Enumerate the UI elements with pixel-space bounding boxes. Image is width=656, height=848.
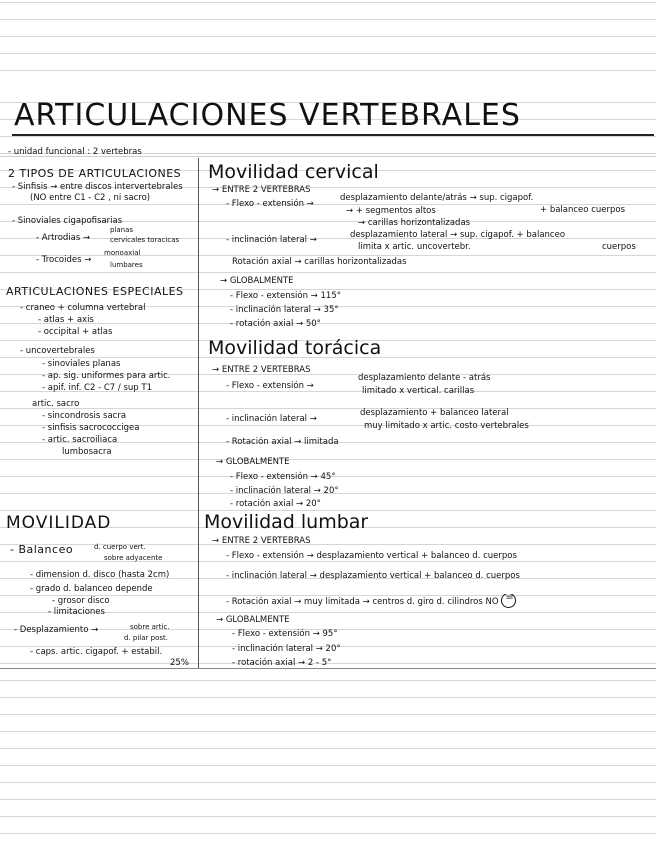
note-trocoides-b: lumbares: [110, 261, 143, 269]
note-grosor: - grosor disco: [52, 596, 110, 606]
title-underline: [12, 134, 654, 136]
heading-tipos: 2 TIPOS DE ARTICULACIONES: [8, 167, 182, 180]
note-trocoides: - Trocoides →: [36, 255, 92, 265]
note-ap-sig: - ap. sig. uniformes para artic.: [42, 371, 171, 381]
cervical-flexo-b: + balanceo cuerpos: [540, 205, 625, 215]
note-artrodias-b: cervicales toracicas: [110, 236, 180, 244]
toracica-global-flexo: - Flexo - extensión → 45°: [230, 472, 336, 482]
note-sacroiliaca: - artic. sacroiliaca: [42, 435, 118, 445]
note-artrodias: - Artrodias →: [36, 233, 91, 243]
lumbar-inclinacion: - inclinación lateral → desplazamiento vertical + balanceo d. cuerpos: [226, 571, 520, 581]
lumbar-global-inclinacion: - inclinación lateral → 20°: [232, 644, 341, 654]
cervical-flexo-a: desplazamiento delante/atrás → sup. cigapof.: [340, 193, 534, 203]
note-apif: - apif. inf. C2 - C7 / sup T1: [42, 383, 152, 393]
lumbar-rotacion: [226, 594, 516, 609]
lumbar-flexo: - Flexo - extensión → desplazamiento vertical + balanceo d. cuerpos: [226, 551, 517, 561]
note-desplazamiento-b: d. pilar post.: [124, 634, 168, 642]
toracica-flexo-b: limitado x vertical. carillas: [362, 386, 475, 396]
cervical-inclinacion-b: limita x artic. uncovertebr.: [358, 242, 471, 252]
cervical-flexo-c: → + segmentos altos: [346, 206, 436, 216]
lumbar-globalmente: → GLOBALMENTE: [216, 615, 290, 625]
cervical-entre: → ENTRE 2 VERTEBRAS: [212, 185, 311, 195]
note-craneo: - craneo + columna vertebral: [20, 303, 146, 313]
note-balanceo-b: sobre adyacente: [104, 554, 163, 562]
cervical-inclinacion-c: cuerpos: [602, 242, 636, 252]
note-balanceo-a: d. cuerpo vert.: [94, 543, 146, 551]
column-divider: [198, 158, 199, 668]
toracica-global-rotacion: - rotación axial → 20°: [230, 499, 321, 509]
toracica-inclinacion: - inclinación lateral →: [226, 414, 317, 424]
note-atlas-axis: - atlas + axis: [38, 315, 94, 325]
cervical-global-rotacion: - rotación axial → 50°: [230, 319, 321, 329]
toracica-inclinacion-a: desplazamiento + balanceo lateral: [360, 408, 509, 418]
note-artic-sacro: artic. sacro: [32, 399, 80, 409]
heading-cervical: Movilidad cervical: [208, 161, 379, 183]
note-sinov-planas: - sinoviales planas: [42, 359, 121, 369]
lumbar-entre: → ENTRE 2 VERTEBRAS: [212, 536, 311, 546]
note-sinoviales: - Sinoviales cigapofisarias: [12, 216, 123, 226]
note-limitaciones: - limitaciones: [48, 607, 105, 617]
note-balanceo: - Balanceo: [10, 543, 74, 556]
toracica-rotacion: - Rotación axial → limitada: [226, 437, 339, 447]
lumbar-rotacion-text: - Rotación axial → muy limitada → centros d. giro d. cilindros NO: [226, 597, 499, 607]
note-caps: - caps. artic. cigapof. + estabil.: [30, 647, 163, 657]
note-sinfisis: - Sinfisis → entre discos intervertebrales: [12, 182, 183, 192]
note-grado: - grado d. balanceo depende: [30, 584, 153, 594]
toracica-entre: → ENTRE 2 VERTEBRAS: [212, 365, 311, 375]
heading-especiales: ARTICULACIONES ESPECIALES: [6, 285, 184, 298]
note-occipital: - occipital + atlas: [38, 327, 113, 337]
note-trocoides-a: monoaxial: [104, 249, 141, 257]
lumbar-global-rotacion: - rotación axial → 2 - 5°: [232, 658, 332, 668]
cervical-inclinacion: - inclinación lateral →: [226, 235, 317, 245]
note-dimension: - dimension d. disco (hasta 2cm): [30, 570, 170, 580]
toracica-flexo-a: desplazamiento delante - atrás: [358, 373, 491, 383]
note-unidad: - unidad funcional : 2 vertebras: [8, 147, 142, 157]
note-sinfisis-sub: (NO entre C1 - C2 , ni sacro): [30, 193, 151, 203]
page-title: ARTICULACIONES VERTEBRALES: [14, 98, 521, 133]
note-sincondrosis: - sincondrosis sacra: [42, 411, 127, 421]
cervical-global-flexo: - Flexo - extensión → 115°: [230, 291, 341, 301]
cervical-global-inclinacion: - inclinación lateral → 35°: [230, 305, 339, 315]
cervical-globalmente: → GLOBALMENTE: [220, 276, 294, 286]
note-25: 25%: [170, 658, 189, 668]
toracica-inclinacion-b: muy limitado x artic. costo vertebrales: [364, 421, 529, 431]
heading-movilidad: MOVILIDAD: [6, 513, 112, 533]
lumbar-global-flexo: - Flexo - extensión → 95°: [232, 629, 338, 639]
note-sinfisis-sacro: - sinfisis sacrococcigea: [42, 423, 140, 433]
note-uncovertebrales: - uncovertebrales: [20, 346, 95, 356]
note-lumbosacra: lumbosacra: [62, 447, 112, 457]
cervical-flexo-d: → carillas horizontalizadas: [358, 218, 471, 228]
cervical-flexo: - Flexo - extensión →: [226, 199, 314, 209]
note-artrodias-a: planas: [110, 226, 134, 234]
toracica-global-inclinacion: - inclinación lateral → 20°: [230, 486, 339, 496]
note-desplazamiento-a: sobre artic.: [130, 623, 170, 631]
toracica-globalmente: → GLOBALMENTE: [216, 457, 290, 467]
heading-toracica: Movilidad torácica: [208, 337, 382, 359]
equals-circle-icon: [501, 594, 516, 608]
toracica-flexo: - Flexo - extensión →: [226, 381, 314, 391]
heading-lumbar: Movilidad lumbar: [204, 511, 369, 533]
note-desplazamiento: - Desplazamiento →: [14, 625, 99, 635]
cervical-rotacion: Rotación axial → carillas horizontalizadas: [232, 257, 407, 267]
cervical-inclinacion-a: desplazamiento lateral → sup. cigapof. + balanceo: [350, 230, 566, 240]
